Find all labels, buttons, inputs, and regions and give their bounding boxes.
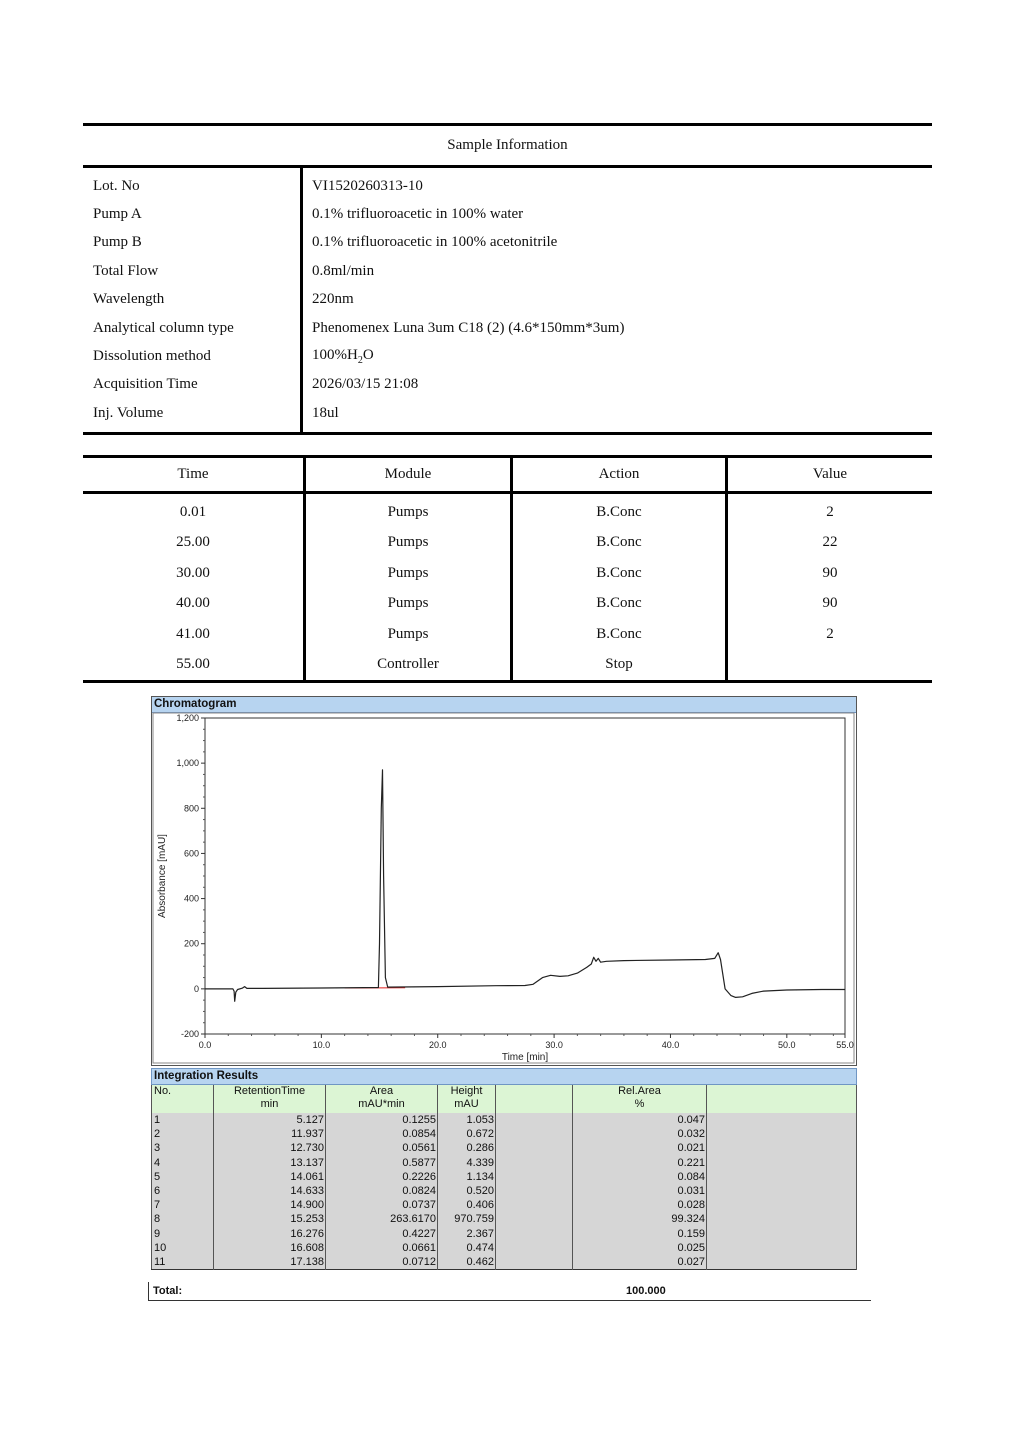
gradient-row xyxy=(83,650,932,682)
integration-cell: 0.159 xyxy=(573,1227,707,1241)
info-value-text: VI1520260313-10 xyxy=(312,177,423,194)
gradient-cell: 90 xyxy=(727,558,933,589)
info-row xyxy=(83,314,932,342)
integration-cell xyxy=(707,1184,857,1198)
integration-cell: 11.937 xyxy=(214,1127,326,1141)
integration-cell: 4.339 xyxy=(438,1156,496,1170)
x-tick-label: 10.0 xyxy=(312,1040,331,1050)
integration-header-line2: min xyxy=(260,1098,279,1110)
integration-cell: 0.047 xyxy=(573,1113,707,1127)
info-value-text: 0.8ml/min xyxy=(312,262,375,279)
gradient-row xyxy=(83,619,932,650)
info-value xyxy=(303,234,557,251)
x-tick-label: 55.0 xyxy=(836,1040,854,1050)
integration-cell: 17.138 xyxy=(214,1255,326,1270)
integration-cell: 8 xyxy=(152,1212,214,1226)
integration-row xyxy=(152,1212,857,1226)
info-row xyxy=(83,371,932,399)
integration-cell xyxy=(707,1227,857,1241)
integration-cell xyxy=(496,1198,573,1212)
info-row xyxy=(83,200,932,228)
info-label: Lot. No xyxy=(93,177,140,194)
integration-cell: 0.2226 xyxy=(326,1170,438,1184)
y-tick-label: 1,000 xyxy=(176,758,199,769)
x-tick-label: 40.0 xyxy=(661,1040,680,1050)
bottom-rule xyxy=(83,432,932,435)
integration-cell: 16.608 xyxy=(214,1241,326,1255)
info-row xyxy=(83,286,932,314)
sample-information-rows xyxy=(83,168,932,432)
integration-header-cell xyxy=(707,1085,857,1113)
integration-results-table xyxy=(151,1085,857,1270)
gradient-cell: Pumps xyxy=(305,558,512,589)
integration-cell: 0.286 xyxy=(438,1141,496,1155)
integration-cell xyxy=(707,1241,857,1255)
y-tick-label: -200 xyxy=(180,1029,199,1039)
gradient-header-module: Module xyxy=(305,457,512,493)
integration-cell xyxy=(707,1141,857,1155)
total-label: Total: xyxy=(153,1285,183,1297)
integration-cell: 0.5877 xyxy=(326,1156,438,1170)
integration-cell: 0.031 xyxy=(573,1184,707,1198)
info-value-text: 220nm xyxy=(312,291,354,308)
info-label: Total Flow xyxy=(93,262,159,279)
x-tick-label: 0.0 xyxy=(198,1040,212,1050)
gradient-cell: Pumps xyxy=(305,589,512,620)
info-label: Dissolution method xyxy=(93,348,211,365)
gradient-header-time: Time xyxy=(83,457,305,493)
y-tick-label: 800 xyxy=(183,803,199,814)
gradient-cell: Stop xyxy=(512,650,727,682)
gradient-cell: B.Conc xyxy=(512,528,727,559)
integration-cell xyxy=(496,1156,573,1170)
info-row xyxy=(83,399,932,427)
gradient-row xyxy=(83,493,932,528)
x-tick-label: 20.0 xyxy=(428,1040,447,1050)
gradient-cell: 41.00 xyxy=(176,625,210,642)
integration-cell: 0.520 xyxy=(438,1184,496,1198)
integration-cell: 10 xyxy=(152,1241,214,1255)
gradient-cell: 90 xyxy=(727,589,933,620)
info-value-text: 100%H xyxy=(312,347,358,364)
integration-cell: 0.462 xyxy=(438,1255,496,1270)
integration-cell: 99.324 xyxy=(573,1212,707,1226)
integration-header-line1: No. xyxy=(154,1085,172,1097)
gradient-cell: 55.00 xyxy=(83,650,305,682)
integration-cell: 0.0737 xyxy=(326,1198,438,1212)
integration-cell: 0.406 xyxy=(438,1198,496,1212)
integration-cell: 14.900 xyxy=(214,1198,326,1212)
integration-header-line1: Rel.Area xyxy=(618,1085,661,1097)
gradient-cell: B.Conc xyxy=(512,589,727,620)
integration-cell: 0.221 xyxy=(573,1156,707,1170)
info-value xyxy=(303,291,354,308)
integration-cell xyxy=(707,1170,857,1184)
integration-results-title: Integration Results xyxy=(151,1068,857,1085)
integration-cell xyxy=(496,1127,573,1141)
integration-cell: 970.759 xyxy=(438,1212,496,1226)
info-label: Pump B xyxy=(93,234,142,251)
y-tick-label: 200 xyxy=(183,938,199,949)
integration-header-cell xyxy=(573,1085,707,1113)
info-value-text: 0.1% trifluoroacetic in 100% water xyxy=(312,206,524,223)
integration-cell: 0.0712 xyxy=(326,1255,438,1270)
info-label: Wavelength xyxy=(93,291,165,308)
integration-row xyxy=(152,1255,857,1270)
info-value-text: Phenomenex Luna 3um C18 (2) (4.6*150mm*3um) xyxy=(312,319,625,336)
plot-area xyxy=(205,718,845,1034)
integration-cell: 1.053 xyxy=(438,1113,496,1127)
integration-cell xyxy=(496,1170,573,1184)
integration-cell: 14.633 xyxy=(214,1184,326,1198)
info-label: Inj. Volume xyxy=(93,404,164,421)
gradient-cell: 2 xyxy=(727,619,933,650)
integration-header-cell xyxy=(152,1085,214,1113)
integration-header-cell xyxy=(496,1085,573,1113)
integration-cell: 0.028 xyxy=(573,1198,707,1212)
integration-row xyxy=(152,1113,857,1127)
gradient-cell: Pumps xyxy=(305,619,512,650)
y-tick-label: 400 xyxy=(183,893,199,904)
info-value-text: 2026/03/15 21:08 xyxy=(312,376,419,393)
integration-row xyxy=(152,1170,857,1184)
integration-header-cell xyxy=(326,1085,438,1113)
info-value xyxy=(303,178,423,195)
total-row xyxy=(148,1282,871,1301)
integration-cell: 2.367 xyxy=(438,1227,496,1241)
info-value-subscript: 2 xyxy=(357,355,363,367)
integration-header-cell xyxy=(438,1085,496,1113)
integration-cell xyxy=(707,1255,857,1270)
integration-cell xyxy=(496,1113,573,1127)
integration-cell: 0.027 xyxy=(573,1255,707,1270)
column-divider xyxy=(300,168,303,432)
gradient-cell: Controller xyxy=(305,650,512,682)
info-value xyxy=(303,405,339,422)
info-value xyxy=(303,263,374,280)
gradient-header-value: Value xyxy=(727,457,933,493)
integration-cell: 3 xyxy=(152,1141,214,1155)
gradient-cell: 0.01 xyxy=(179,503,207,520)
integration-cell xyxy=(707,1212,857,1226)
integration-cell: 13.137 xyxy=(214,1156,326,1170)
gradient-cell: 40.00 xyxy=(176,595,210,612)
gradient-cell: B.Conc xyxy=(512,493,727,528)
info-value-text: 18ul xyxy=(312,404,339,421)
integration-results-panel xyxy=(151,1068,857,1270)
chromatogram-panel xyxy=(151,696,857,1066)
integration-cell xyxy=(707,1113,857,1127)
info-value xyxy=(303,376,418,393)
integration-cell: 6 xyxy=(152,1184,214,1198)
integration-cell xyxy=(496,1227,573,1241)
integration-cell xyxy=(707,1127,857,1141)
integration-cell: 0.1255 xyxy=(326,1113,438,1127)
integration-header-line2: % xyxy=(634,1098,645,1110)
gradient-cell: Pumps xyxy=(305,493,512,528)
x-tick-label: 50.0 xyxy=(778,1040,796,1050)
info-row xyxy=(83,342,932,370)
info-label: Analytical column type xyxy=(93,319,234,336)
y-tick-label: 600 xyxy=(183,848,199,859)
integration-row xyxy=(152,1241,857,1255)
integration-cell: 0.032 xyxy=(573,1127,707,1141)
info-value xyxy=(303,206,523,223)
integration-cell: 263.6170 xyxy=(326,1212,438,1226)
integration-cell: 0.0661 xyxy=(326,1241,438,1255)
integration-cell: 7 xyxy=(152,1198,214,1212)
integration-cell xyxy=(707,1198,857,1212)
chromatogram-title: Chromatogram xyxy=(152,697,856,713)
x-axis-label: Time [min] xyxy=(501,1052,549,1063)
gradient-cell: 2 xyxy=(727,493,933,528)
integration-cell: 11 xyxy=(152,1255,214,1270)
gradient-table xyxy=(83,455,932,683)
integration-cell: 0.021 xyxy=(573,1141,707,1155)
integration-row xyxy=(152,1156,857,1170)
gradient-cell: B.Conc xyxy=(512,619,727,650)
gradient-row xyxy=(83,528,932,559)
integration-cell: 0.0854 xyxy=(326,1127,438,1141)
x-tick-label: 30.0 xyxy=(545,1040,563,1050)
gradient-cell: 25.00 xyxy=(176,534,210,551)
integration-cell: 0.0824 xyxy=(326,1184,438,1198)
integration-row xyxy=(152,1141,857,1155)
integration-cell: 5 xyxy=(152,1170,214,1184)
integration-header-row xyxy=(152,1085,857,1113)
integration-cell xyxy=(496,1184,573,1198)
gradient-header-row xyxy=(83,457,932,493)
integration-cell: 2 xyxy=(152,1127,214,1141)
gradient-cell: B.Conc xyxy=(512,558,727,589)
integration-cell xyxy=(707,1156,857,1170)
info-value-suffix: O xyxy=(362,347,374,364)
integration-cell xyxy=(496,1255,573,1270)
total-value: 100.000 xyxy=(626,1285,666,1297)
integration-cell xyxy=(496,1212,573,1226)
info-value xyxy=(303,320,624,337)
integration-cell: 5.127 xyxy=(214,1113,326,1127)
integration-row xyxy=(152,1227,857,1241)
integration-header-line2: mAU xyxy=(454,1098,479,1110)
integration-cell xyxy=(496,1241,573,1255)
info-value xyxy=(303,347,374,366)
integration-header-line1: Height xyxy=(450,1085,483,1097)
integration-cell: 1 xyxy=(152,1113,214,1127)
integration-cell: 0.0561 xyxy=(326,1141,438,1155)
gradient-row xyxy=(83,589,932,620)
y-tick-label: 0 xyxy=(193,983,199,994)
integration-cell: 0.084 xyxy=(573,1170,707,1184)
integration-cell: 1.134 xyxy=(438,1170,496,1184)
sample-information-table xyxy=(83,123,932,435)
integration-cell: 4 xyxy=(152,1156,214,1170)
gradient-header-action: Action xyxy=(512,457,727,493)
integration-row xyxy=(152,1198,857,1212)
info-value-text: 0.1% trifluoroacetic in 100% acetonitrile xyxy=(312,234,558,251)
integration-cell: 9 xyxy=(152,1227,214,1241)
gradient-cell: 30.00 xyxy=(176,564,210,581)
y-tick-label: 1,200 xyxy=(176,713,199,723)
gradient-cell: Pumps xyxy=(305,528,512,559)
info-row xyxy=(83,172,932,200)
integration-cell: 0.4227 xyxy=(326,1227,438,1241)
info-label: Pump A xyxy=(93,206,142,223)
integration-cell: 0.025 xyxy=(573,1241,707,1255)
info-label: Acquisition Time xyxy=(93,376,198,393)
integration-cell: 12.730 xyxy=(214,1141,326,1155)
integration-row xyxy=(152,1127,857,1141)
integration-header-line2: mAU*min xyxy=(358,1098,405,1110)
info-row xyxy=(83,257,932,285)
info-row xyxy=(83,229,932,257)
sample-information-title: Sample Information xyxy=(447,137,568,153)
chromatogram-chart xyxy=(152,712,856,1065)
gradient-row xyxy=(83,558,932,589)
integration-header-line1: RetentionTime xyxy=(233,1085,306,1097)
gradient-cell: 22 xyxy=(727,528,933,559)
integration-cell: 14.061 xyxy=(214,1170,326,1184)
integration-header-line1: Area xyxy=(369,1085,394,1097)
integration-cell: 15.253 xyxy=(214,1212,326,1226)
integration-cell: 0.672 xyxy=(438,1127,496,1141)
integration-row xyxy=(152,1184,857,1198)
y-axis-label: Absorbance [mAU] xyxy=(157,834,168,918)
integration-cell: 16.276 xyxy=(214,1227,326,1241)
gradient-cell xyxy=(727,650,933,682)
integration-cell: 0.474 xyxy=(438,1241,496,1255)
integration-header-cell xyxy=(214,1085,326,1113)
integration-cell xyxy=(496,1141,573,1155)
